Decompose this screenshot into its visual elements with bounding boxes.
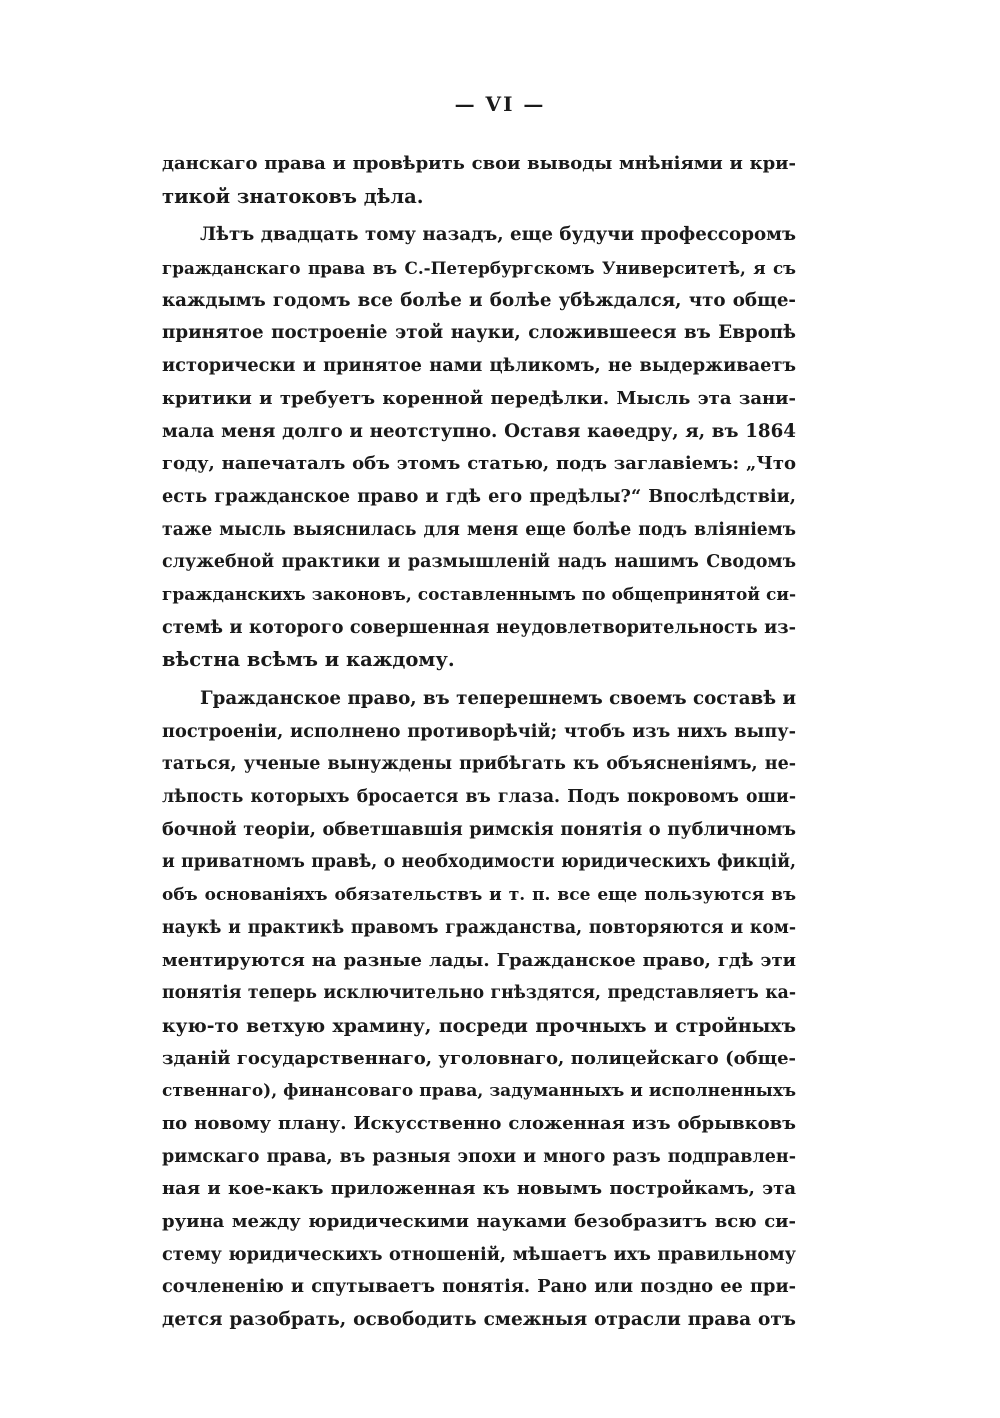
- text-line: ная и кое-какъ приложенная къ новымъ постройкамъ, эта: [162, 1178, 796, 1200]
- text-line: есть гражданское право и гдѣ его предѣлы?“ Впослѣдствіи,: [162, 485, 796, 507]
- text-line: дется разобрать, освободить смежныя отрасли права отъ: [162, 1309, 796, 1331]
- text-line: году, напечаталъ объ этомъ статью, подъ заглавіемъ: „Что: [162, 453, 796, 475]
- text-line: наукѣ и практикѣ правомъ гражданства, повторяются и ком-: [162, 917, 796, 938]
- text-line: вѣстна всѣмъ и каждому.: [162, 648, 455, 672]
- text-line: зданій государственнаго, уголовнаго, полицейскаго (обще-: [162, 1047, 796, 1069]
- text-line: каждымъ годомъ все болѣе и болѣе убѣждался, что обще-: [162, 289, 796, 311]
- text-line: стемѣ и которого совершенная неудовлетворительность из-: [162, 616, 796, 638]
- text-line: объ основаніяхъ обязательствъ и т. п. все еще пользуются въ: [162, 885, 796, 906]
- text-line: по новому плану. Искусственно сложенная изъ обрывковъ: [162, 1112, 796, 1134]
- text-line: таться, ученые вынуждены прибѣгать къ объясненіямъ, не-: [162, 754, 796, 775]
- text-line: тикой знатоковъ дѣла.: [162, 184, 424, 208]
- text-line: ственнаго), финансоваго права, задуманныхъ и исполненныхъ: [162, 1081, 796, 1102]
- text-line: бочной теоріи, обветшавшія римскія понятія о публичномъ: [162, 818, 796, 840]
- text-line: понятія теперь исключительно гнѣздятся, представляетъ ка-: [162, 983, 796, 1004]
- text-line: мала меня долго и неотступно. Оставя каѳедру, я, въ 1864: [162, 420, 796, 442]
- text-line: ментируются на разные лады. Гражданское право, гдѣ эти: [162, 949, 796, 971]
- text-line: гражданскихъ законовъ, составленнымъ по общепринятой си-: [162, 584, 796, 605]
- text-line: и приватномъ правѣ, о необходимости юридическихъ фикцій,: [162, 852, 796, 873]
- page-number: — VI —: [454, 92, 546, 116]
- text-line: римскаго права, въ разныя эпохи и много разъ подправлен-: [162, 1146, 796, 1167]
- text-line: руина между юридическими науками безобразитъ всю си-: [162, 1211, 796, 1232]
- text-line: гражданскаго права въ С.-Петербургскомъ Университетѣ, я съ: [162, 258, 796, 279]
- text-line: исторически и принятое нами цѣликомъ, не выдерживаетъ: [162, 355, 796, 377]
- text-line: служебной практики и размышленій надъ нашимъ Сводомъ: [162, 552, 796, 573]
- text-line: принятое построеніе этой науки, сложившееся въ Европѣ: [162, 322, 796, 344]
- body-text: [162, 148, 796, 1337]
- text-line: критики и требуетъ коренной передѣлки. Мысль эта зани-: [162, 387, 796, 409]
- text-line: данскаго права и провѣрить свои выводы мнѣніями и кри-: [162, 153, 796, 174]
- text-line: сочлененію и спутываетъ понятія. Рано или поздно ее при-: [162, 1276, 796, 1298]
- text-line: таже мысль выяснилась для меня еще болѣе подъ вліяніемъ: [162, 519, 796, 540]
- text-line: лѣпость которыхъ бросается въ глаза. Подъ покровомъ оши-: [162, 787, 796, 808]
- text-line: Лѣтъ двадцать тому назадъ, еще будучи профессоромъ: [200, 224, 796, 246]
- text-line: Гражданское право, въ теперешнемъ своемъ составѣ и: [200, 688, 796, 709]
- text-line: построеніи, исполнено противорѣчій; чтобъ изъ нихъ выпу-: [162, 720, 796, 742]
- text-line: стему юридическихъ отношеній, мѣшаетъ ихъ правильному: [162, 1243, 796, 1265]
- text-line: кую-то ветхую храмину, посреди прочныхъ и стройныхъ: [162, 1014, 796, 1037]
